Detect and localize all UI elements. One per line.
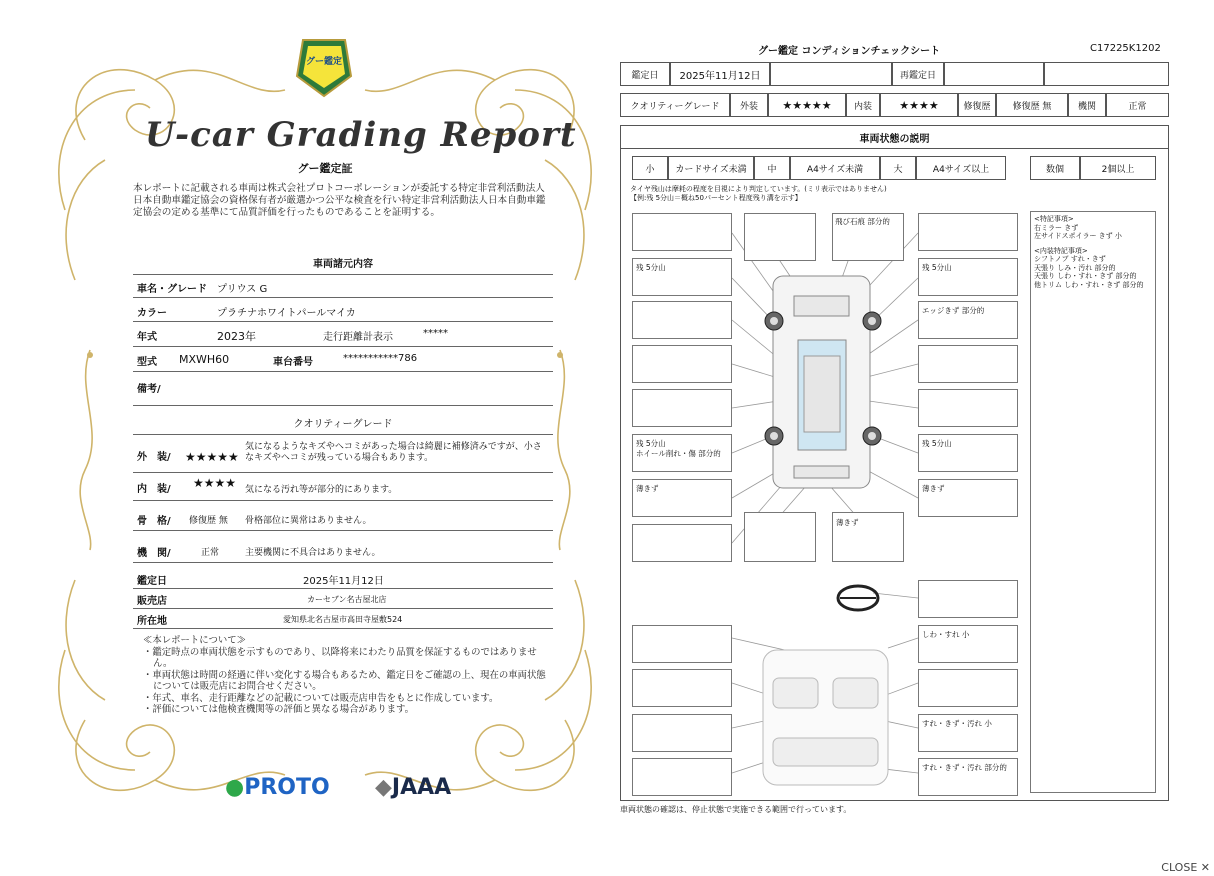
legend-count: 数個 <box>1030 156 1080 180</box>
certificate-intro: 本レポートに記載される車両は株式会社プロトコーポレーションが委託する特定非営利活動法人日本自動車鑑定協会の資格保有者が厳選かつ公平な検査を行い特定非営利活動法人日本自動車鑑定協会の定める基準にて品質評価を行ったものであることを証明する。 <box>133 183 546 218</box>
vehicle-row: 車名・グレード プリウス G <box>133 280 553 298</box>
exterior-label: 外装 <box>730 93 768 117</box>
condition-heading: 車両状態の説明 <box>620 125 1169 149</box>
tire-note-1: タイヤ残山は摩耗の程度を目視により判定しています。(ミリ表示ではありません) <box>630 185 887 193</box>
ext-box-front-center: 飛び石痕 部分的 <box>832 213 904 261</box>
certificate-title: U-car Grading Report <box>145 115 577 155</box>
engine-value: 正常 <box>1106 93 1169 117</box>
guu-badge-text: グー鑑定 <box>305 57 342 67</box>
sheet-code: C17225K1202 <box>1090 43 1161 54</box>
legend-mid-desc: A4サイズ未満 <box>790 156 880 180</box>
address-row: 所在地 愛知県北名古屋市高田寺屋敷524 <box>133 612 553 629</box>
ext-box-tire-rl: 残 5分山 ホイール削れ・傷 部分的 <box>632 434 732 472</box>
engine-label: 機関 <box>1068 93 1106 117</box>
int-box-right-1: しわ・すれ 小 <box>918 625 1018 663</box>
condition-check-sheet <box>618 38 1171 828</box>
interior-stars: ★★★★ <box>880 93 958 117</box>
exterior-stars: ★★★★★ <box>768 93 846 117</box>
ext-box-rear-center-left <box>744 512 816 562</box>
year-row: 年式 2023年 走行距離計表示 ***** <box>133 328 553 347</box>
ext-box-front-left <box>632 213 732 251</box>
inspect-date-value: 2025年11月12日 <box>670 62 770 86</box>
sponsor-logos <box>225 775 525 805</box>
int-box-left-2 <box>632 669 732 707</box>
dealer-row: 販売店 カーセブン名古屋北店 <box>133 592 553 609</box>
ext-box-rear-left: 薄きず <box>632 479 732 517</box>
interior-grade-row: 内 装/ ★★★★ 気になる汚れ等が部分的にあります。 <box>133 476 553 501</box>
report-notes: ≪本レポートについて≫ ・鑑定時点の車両状態を示すものであり、以降将来にわたり品質を保証するものではありません。 ・車両状態は時間の経過に伴い変化する場合もあるため、鑑定日をご確認の上、現在の車両状態については販売店にお問合せください。 ・年式、車名、走行距離などの記載については販売店申告をもとに作成しています。 ・評価については他検査機関等の評価と異なる場合があります。 <box>143 635 546 715</box>
legend-small: 小 <box>632 156 668 180</box>
legend-mid: 中 <box>754 156 790 180</box>
int-box-right-4: すれ・きず・汚れ 部分的 <box>918 758 1018 796</box>
ext-box-front-center-left <box>744 213 816 261</box>
legend-large: 大 <box>880 156 916 180</box>
special-notes-box: <特記事項> 右ミラー きず 左サイドスポイラー きず 小 <内装特記事項> シフトノブ すれ・きず 天張り しみ・汚れ 部分的 天張り しわ・すれ・きず 部分的 他トリム しわ・すれ・きず 部分的 <box>1030 211 1156 793</box>
ext-box-rear-right: 薄きず <box>918 479 1018 517</box>
grading-certificate <box>45 30 605 830</box>
jaaa-logo: ◆JAAA <box>375 775 452 800</box>
inspect-date-label: 鑑定日 <box>620 62 670 86</box>
close-button[interactable]: CLOSE ✕ <box>1161 861 1210 874</box>
ext-box-tire-rr: 残 5分山 <box>918 434 1018 472</box>
int-box-right-3: すれ・きず・汚れ 小 <box>918 714 1018 752</box>
legend-small-desc: カードサイズ未満 <box>668 156 754 180</box>
ext-box-tire-fr: 残 5分山 <box>918 258 1018 296</box>
ext-box-left-3 <box>632 345 732 383</box>
exterior-grade-row: 外 装/ ★★★★★ 気になるようなキズやヘコミがあった場合は綺麗に補修済みですが、小さなキズやヘコミが残っている場合もあります。 <box>133 440 553 473</box>
ext-box-left-4 <box>632 389 732 427</box>
proto-mark-icon: ● <box>225 775 245 800</box>
remarks-row: 備考/ <box>133 380 553 406</box>
ext-box-right-4 <box>918 389 1018 427</box>
int-box-left-1 <box>632 625 732 663</box>
inspection-date-row: 鑑定日 2025年11月12日 <box>133 572 553 589</box>
ext-box-rear-center: 薄きず <box>832 512 904 562</box>
repair-value: 修復歴 無 <box>996 93 1068 117</box>
repair-label: 修復歴 <box>958 93 996 117</box>
quality-grade-label: クオリティーグレード <box>620 93 730 117</box>
legend-large-desc: A4サイズ以上 <box>916 156 1006 180</box>
reinspect-label: 再鑑定日 <box>892 62 944 86</box>
legend-count-desc: 2個以上 <box>1080 156 1156 180</box>
int-box-left-3 <box>632 714 732 752</box>
tire-note-2: 【例:残 5分山＝概ね50パーセント程度残り溝を示す】 <box>630 194 802 202</box>
int-box-right-2 <box>918 669 1018 707</box>
interior-label: 内装 <box>846 93 880 117</box>
sheet-title: グー鑑定 コンディションチェックシート <box>758 46 941 57</box>
int-box-left-4 <box>632 758 732 796</box>
jaaa-mark-icon: ◆ <box>375 775 392 800</box>
sheet-footer: 車両状態の確認は、停止状態で実施できる範囲で行っています。 <box>620 805 852 814</box>
proto-logo: ●PROTO <box>225 775 330 800</box>
int-box-steering <box>918 580 1018 618</box>
frame-grade-row: 骨 格/ 修復歴 無 骨格部位に異常はありません。 <box>133 506 553 531</box>
specs-heading: 車両諸元内容 <box>313 259 373 270</box>
ext-box-tire-fl: 残 5分山 <box>632 258 732 296</box>
ext-box-right-3 <box>918 345 1018 383</box>
color-row: カラー プラチナホワイトパールマイカ <box>133 304 553 322</box>
ext-box-right-edge: エッジきず 部分的 <box>918 301 1018 339</box>
ext-box-front-right <box>918 213 1018 251</box>
ext-box-bottom-left <box>632 524 732 562</box>
vehicle-diagram <box>618 38 1171 828</box>
grade-heading: クオリティーグレード <box>293 419 393 430</box>
ext-box-left-2 <box>632 301 732 339</box>
model-row: 型式 MXWH60 車台番号 ***********786 <box>133 353 553 372</box>
certificate-subtitle: グー鑑定証 <box>297 162 353 175</box>
engine-grade-row: 機 関/ 正常 主要機関に不具合はありません。 <box>133 536 553 563</box>
